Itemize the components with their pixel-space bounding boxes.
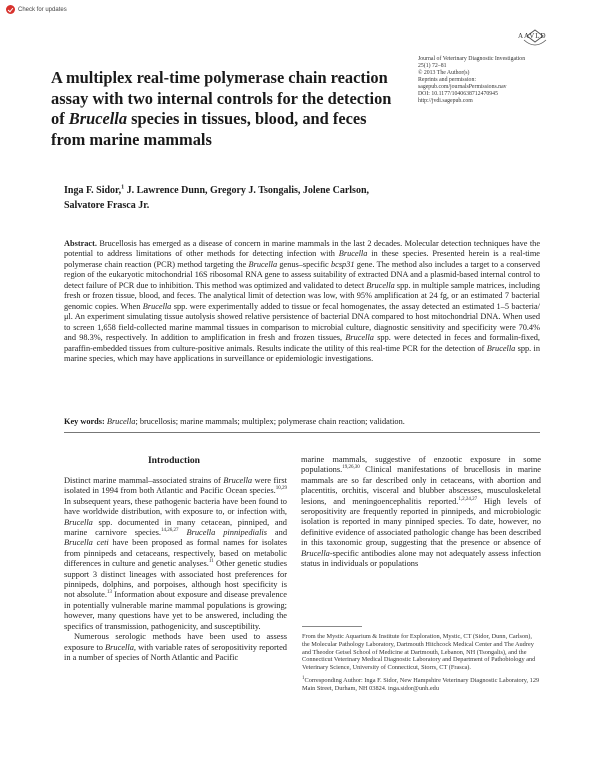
abstract-label: Abstract. bbox=[64, 239, 97, 248]
intro-paragraph-2: Numerous serologic methods have been used to assess exposure to Brucella, with variable rates of seropositivity reported in a number of species of North Atlantic and Pacific bbox=[64, 632, 287, 662]
journal-permissions-link[interactable]: sagepub.com/journalsPermissions.nav bbox=[418, 84, 507, 90]
journal-volume: 25(1) 72–81 bbox=[418, 63, 447, 69]
right-column bbox=[301, 455, 541, 569]
journal-reprints: Reprints and permission: bbox=[418, 77, 476, 83]
footnote-divider bbox=[302, 626, 362, 627]
article-title: A multiplex real-time polymerase chain reaction assay with two internal controls for the detection of Brucella species in tissues, blood, and feces from marine mammals bbox=[51, 68, 392, 149]
intro-paragraph-1: Distinct marine mammal–associated strains of Brucella were first isolated in 1994 from both Atlantic and Pacific Ocean species.$^{10,29}$ In subsequent years, these pathogenic bacteria have been found to have worldwide distribution, with exposure to, or infection with, Brucella spp. documented in many cetacean, pinniped, and marine carnivore species.$^{14,26,27}$ Brucella pinnipedialis and Brucella ceti have been proposed as formal names for isolates from pinnipeds and cetaceans, respectively, based on metabolic differences in culture and genetic analyses.$^{11}$ Other genetic studies support 3 distinct lineages with associated host preferences for pinnipeds, dolphins, and porpoises, although host specificity is not absolute.$^{13}$ Information about exposure and disease prevalence in potentially vulnerable marine mammal populations is growing; however, many questions have yet to be answered, including the specifics of transmission, pathogenicity, and susceptibility. bbox=[64, 476, 288, 631]
intro-paragraph-2-continued: marine mammals, suggestive of enzootic exposure in some populations.$^{19,26,30}$ Clinical manifestations of brucellosis in marine mammals are so far described only in cetaceans, with abortion and placentitis, orchitis, visceral and blubber abscesses, musculoskeletal lesions, and meningoencephalitis reported.$^{1,2,24,27}$ High levels of seropositivity are frequently reported in pinnipeds, and microbiologic isolation is reported in many pinniped species. To date, however, no definitive evidence of associated pathologic change has been described in this taxonomic group, suggesting that the presence or absence of Brucella-specific antibodies alone may not adequately assess infection status in individuals or populations bbox=[301, 455, 541, 569]
journal-name: Journal of Veterinary Diagnostic Investigation bbox=[418, 56, 526, 62]
check-for-updates-badge[interactable] bbox=[6, 5, 67, 14]
journal-copyright: © 2013 The Author(s) bbox=[418, 70, 470, 76]
affiliation-text: From the Mystic Aquarium & Institute for Exploration, Mystic, CT (Sidor, Dunn, Carlson), the Molecular Pathology Laboratory, Dartmouth Hitchcock Medical Center and The Audrey and Theodor Geisel School of Medicine at Dartmouth, Lebanon, NH (Tsongalis), and the Connecticut Veterinary Medical Diagnostic Laboratory and Department of Pathobiology and Veterinary Science, University of Connecticut, Storrs, CT (Frasca). bbox=[302, 633, 536, 672]
author-list: Inga F. Sidor,$^1$ J. Lawrence Dunn, Gregory J. Tsongalis, Jolene Carlson, Salvatore Frasca Jr. bbox=[64, 184, 370, 211]
check-updates-icon bbox=[6, 5, 15, 14]
journal-url[interactable]: http://jvdi.sagepub.com bbox=[418, 98, 473, 104]
introduction-heading: Introduction bbox=[147, 455, 201, 466]
corresponding-author: $^1$Corresponding Author: Inga F. Sidor, New Hampshire Veterinary Diagnostic Laboratory, 129 Main Street, Durham, NH 03824. inga.sidor@unh.edu bbox=[302, 675, 540, 692]
keywords: Key words: Brucella; brucellosis; marine mammals; multiplex; polymerase chain reaction; validation. bbox=[64, 417, 405, 426]
affiliation-footnote bbox=[302, 633, 540, 698]
keywords-label: Key words: bbox=[64, 417, 105, 426]
left-column bbox=[64, 476, 287, 663]
abstract: Abstract. Brucellosis has emerged as a disease of concern in marine mammals in the last 2 decades. Molecular detection techniques have the potential to address limitations of other methods for detecting infection with Brucella in these species. Presented herein is a real-time polymerase chain reaction (PCR) method targeting the Brucella genus–specific bcsp31 gene. The method also includes a target to a conserved region of the eukaryotic mitochondrial 16S ribosomal RNA gene to assess suitability of extracted DNA and a plasmid-based internal control to detect failure of PCR due to inhibition. This method was optimized and validated to detect Brucella spp. in multiple sample matrices, including fresh or frozen tissue, blood, and feces. The analytical limit of detection was low, with 95% amplification at 24 fg, or an estimated 7 bacterial genomic copies. When Brucella spp. were experimentally added to tissue or fecal homogenates, the assay detected an estimated 1–5 bacteria/μl. An experiment simulating tissue autolysis showed relative persistence of bacterial DNA compared to host mitochondrial DNA. When used to screen 1,658 field-collected marine mammal tissues in comparison to microbial culture, diagnostic sensitivity and specificity were 70.4% and 98.3%, respectively. In addition to amplification in fresh and frozen tissues, Brucella spp. were detected in feces and formalin-fixed, paraffin-embedded tissues from culture-positive animals. Results indicate the utility of this real-time PCR for the detection of Brucella spp. in marine species, which may have applications in surveillance or epidemiologic investigations. bbox=[64, 239, 541, 363]
check-updates-label: Check for updates bbox=[18, 6, 67, 13]
section-divider bbox=[64, 432, 540, 433]
logo-text: AAVLD bbox=[518, 32, 547, 40]
journal-info bbox=[418, 56, 588, 105]
journal-doi[interactable]: DOI: 10.1177/1040638712470945 bbox=[418, 91, 498, 97]
